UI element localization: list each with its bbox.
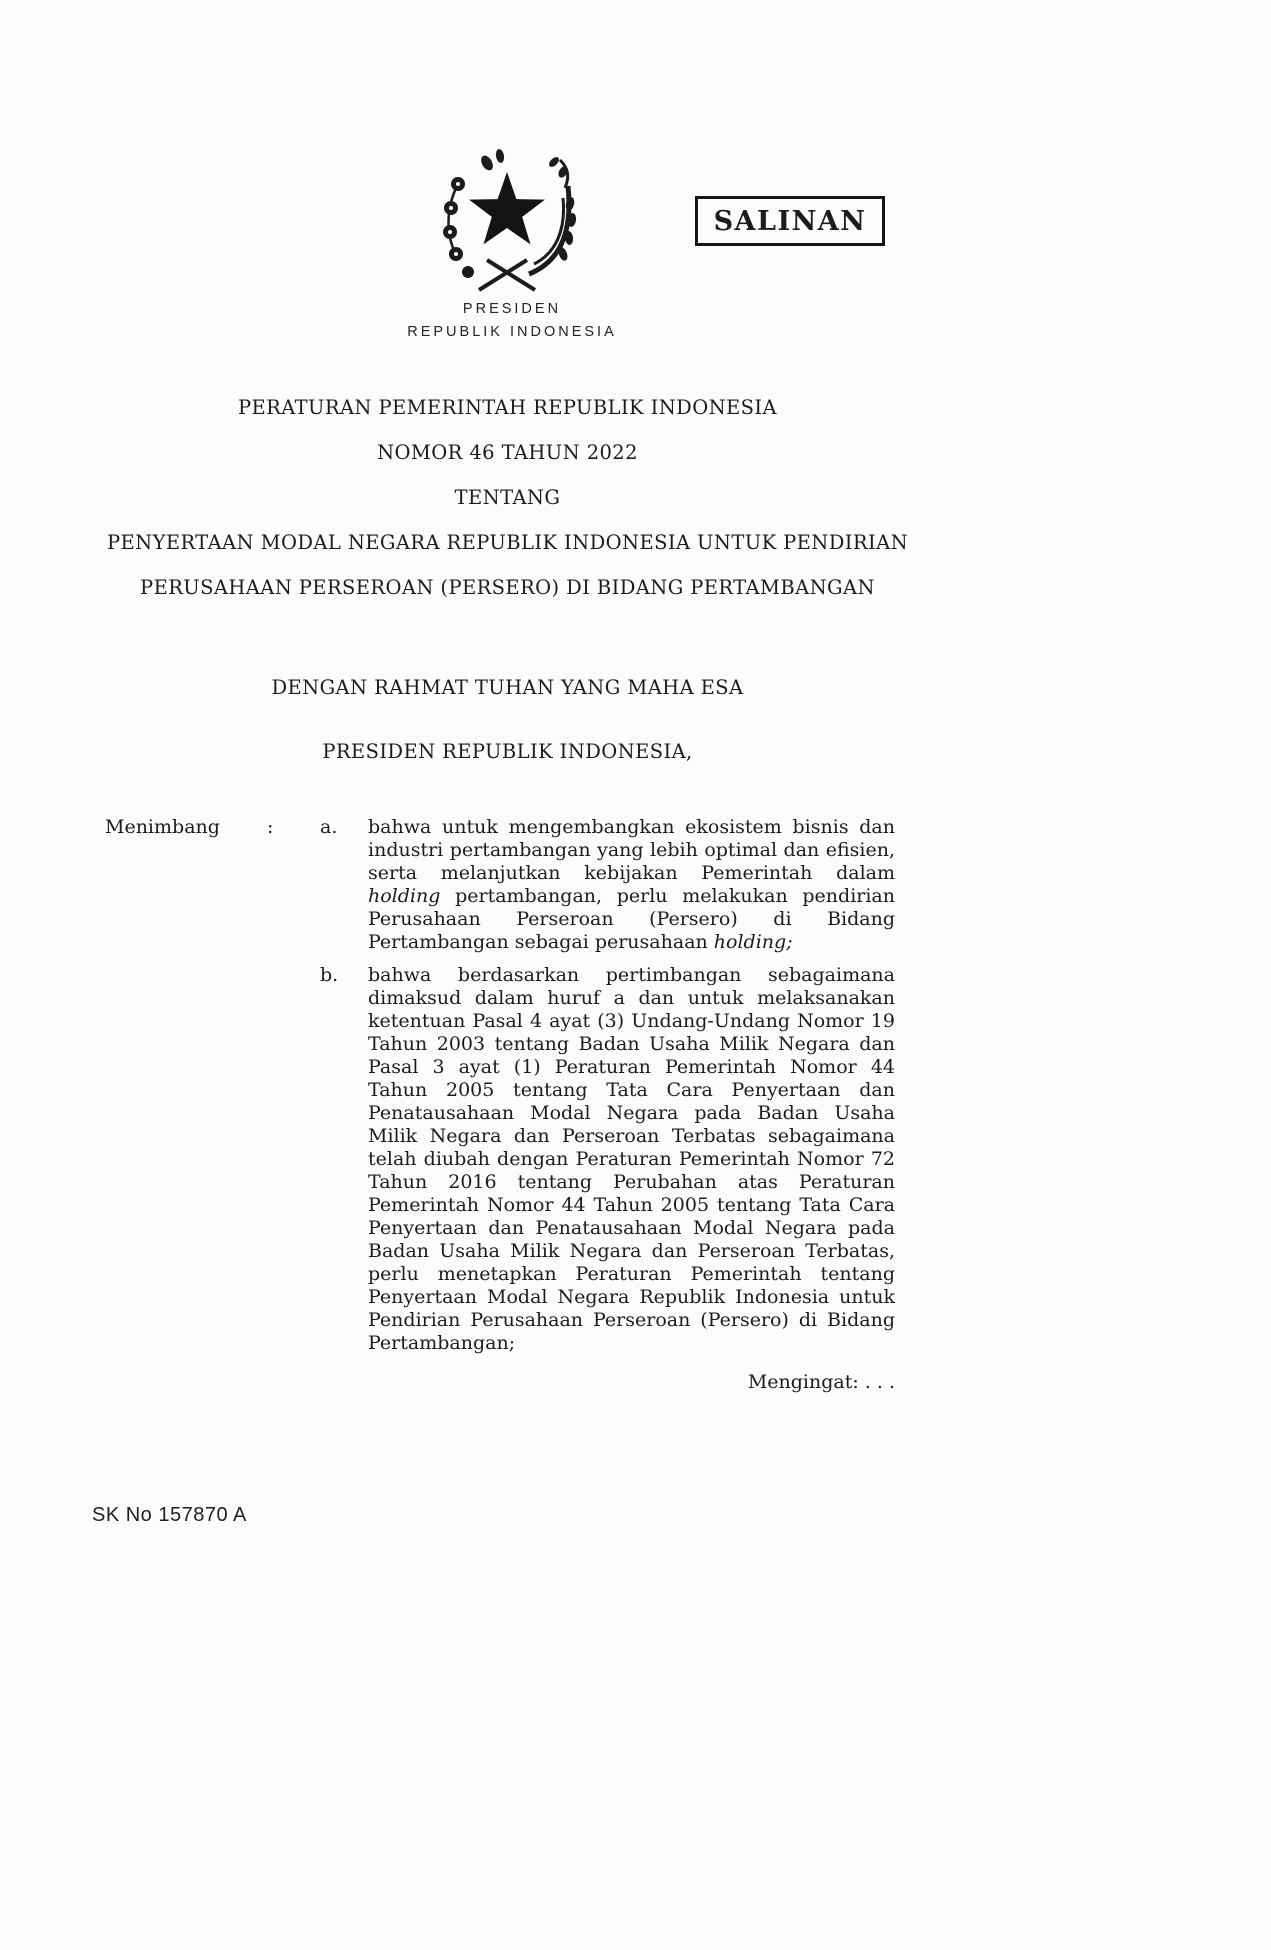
sk-number: SK No 157870 A [92,1504,247,1526]
preamble [60,676,955,763]
garuda-presidential-emblem-icon [437,146,577,294]
title-line-subject-1: PENYERTAAN MODAL NEGARA REPUBLIK INDONESIA UNTUK PENDIRIAN [106,531,909,554]
letterhead-republik-indonesia: REPUBLIK INDONESIA [407,324,617,340]
item-a-text [368,816,895,954]
menimbang-label: Menimbang [105,816,220,838]
considering-items [320,816,895,1394]
title-line-peraturan: PERATURAN PEMERINTAH REPUBLIK INDONESIA [237,396,778,419]
salinan-label: SALINAN [713,205,867,237]
letterhead-title [312,298,712,344]
considering-section [105,816,895,1394]
salinan-stamp [695,196,885,246]
item-a-text-part2: pertambangan, perlu melakukan pendirian Perusahaan Perseroan (Persero) di Bidang Pertambangan sebagai perusahaan [368,885,895,953]
item-a-italic-holding-2: holding; [713,931,793,953]
invocation-line: DENGAN RAHMAT TUHAN YANG MAHA ESA [271,676,744,699]
letterhead-presiden: PRESIDEN [462,301,562,317]
item-a-letter: a. [320,816,338,838]
item-a-text-part1: bahwa untuk mengembangkan ekosistem bisnis dan industri pertambangan yang lebih optimal dan efisien, serta melanjutkan kebijakan Pemerintah dalam [368,816,895,884]
item-a-italic-holding-1: holding [368,885,441,907]
item-b-text: bahwa berdasarkan pertimbangan sebagaimana dimaksud dalam huruf a dan untuk melaksanakan ketentuan Pasal 4 ayat (3) Undang-Undang Nomor 19 Tahun 2003 tentang Badan Usaha Milik Negara dan Pasal 3 ayat (1) Peraturan Pemerintah Nomor 44 Tahun 2005 tentang Tata Cara Penyertaan dan Penatausahaan Modal Negara pada Badan Usaha Milik Negara dan Perseroan Terbatas sebagaimana telah diubah dengan Peraturan Pemerintah Nomor 72 Tahun 2016 tentang Perubahan atas Peraturan Pemerintah Nomor 44 Tahun 2005 tentang Tata Cara Penyertaan dan Penatausahaan Modal Negara pada Badan Usaha Milik Negara dan Perseroan Terbatas, perlu menetapkan Peraturan Pemerintah tentang Penyertaan Modal Negara Republik Indonesia untuk Pendirian Perusahaan Perseroan (Persero) di Bidang Pertambangan; [368,964,895,1354]
considering-item-a [320,816,895,954]
catchword-mengingat: Mengingat: . . . [747,1371,895,1393]
title-line-subject-2: PERUSAHAAN PERSEROAN (PERSERO) DI BIDANG PERTAMBANGAN [140,576,875,599]
item-b-letter: b. [320,964,339,986]
menimbang-colon: : [267,816,274,838]
regulation-title [60,396,955,621]
enacting-authority-line: PRESIDEN REPUBLIK INDONESIA, [322,740,693,763]
considering-item-b [320,964,895,1355]
title-line-nomor: NOMOR 46 TAHUN 2022 [377,441,638,464]
title-line-tentang: TENTANG [454,486,561,509]
